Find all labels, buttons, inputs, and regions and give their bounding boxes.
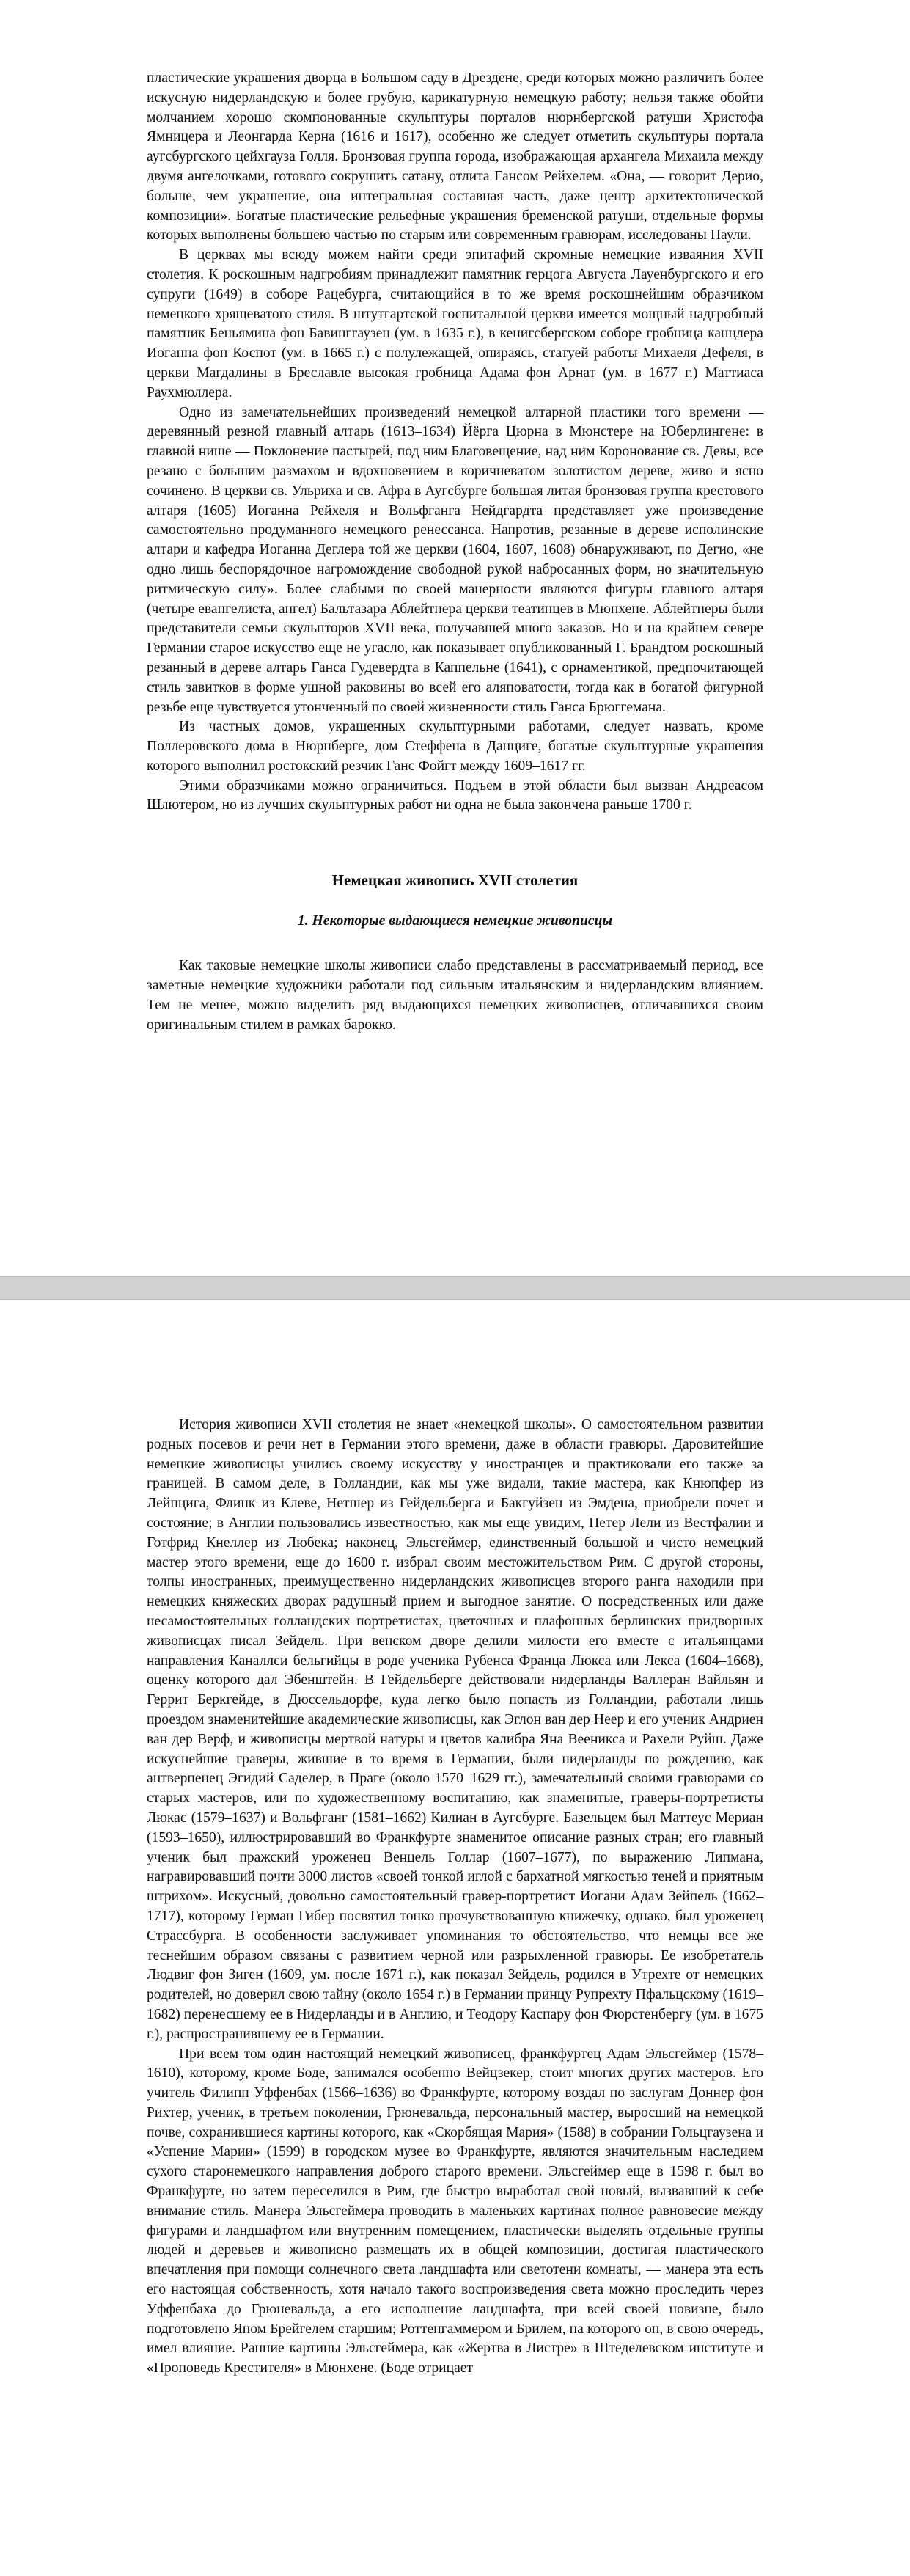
body-paragraph: пластические украшения дворца в Большом саду в Дрездене, среди которых можно различить более искусную нидерландскую и более грубую, карикатурную немецкую работу; нельзя также обойти молчанием хорошо скомпонованные скульптуры порталов нюрнбергской ратуши Христофа Ямницера и Леонгарда Керна (1616 и 1617), особенно же следует отметить скульптуры портала аугсбургского цейхгауза Голля. Бронзовая группа города, изображающая архангела Михаила между двумя ангелочками, готового сокрушить сатану, отлита Гансом Рейхелем. «Она, — говорит Дерио, больше, чем украшение, она интегральная составная часть, даже центр архитектонической композиции». Богатые пластические рельефные украшения бременской ратуши, отдельные формы которых выполнены большею частью по старым или современным гравюрам, исследованы Паули. [147, 70, 763, 244]
body-paragraph: Этими образчиками можно ограничиться. Подъем в этой области был вызван Андреасом Шлютером, но из лучших скульптурных работ ни одна не была закончена раньше 1700 г. [147, 777, 763, 813]
document-page-1 [0, 0, 910, 1276]
body-paragraph: В церквах мы всюду можем найти среди эпитафий скромные немецкие изваяния XVII столетия. К роскошным надгробиям принадлежит памятник герцога Августа Лауенбургского и его супруги (1649) в соборе Рацебурга, считающийся в то же время роскошнейшим образчиком немецкого хрящеватого стиля. В штутгартской госпитальной церкви имеется мощный надгробный памятник Беньямина фон Бавинггаузен (ум. в 1635 г.), в кенигсбергском соборе гробница канцлера Иоганна фон Коспот (ум. в 1665 г.) с полулежащей, опираясь, статуей работы Михаеля Дефеля, в церкви Магдалины в Бреславле высокая гробница Адама фон Арнат (ум. в 1677 г.) Маттиаса Раухмюллера. [147, 247, 763, 400]
body-paragraph: Одно из замечательнейших произведений немецкой алтарной пластики того времени — деревянный резной главный алтарь (1613–1634) Йёрга Цюрна в Мюнстере на Юберлингене: в главной нише — Поклонение пастырей, под ним Благовещение, над ним Коронование св. Девы, все резано с большим размахом и вдохновением в коричневатом золотистом дереве, живо и ясно сочинено. В церкви св. Ульриха и св. Афра в Аугсбурге большая литая бронзовая группа крестового алтаря (1605) Иоганна Рейхеля и Вольфганга Нейдгардта представляет уже произведение самостоятельно продуманного немецкого ренессанса. Напротив, резанные в дереве исполинские алтари и кафедра Иоганна Деглера той же церкви (1604, 1607, 1608) обнаруживают, по Дегио, «не одно лишь беспорядочное нагромождение свободной рукой набросанных форм, но значительную ритмическую силу». Более слабыми по своей манерности являются фигуры главного алтаря (четыре евангелиста, ангел) Бальтазара Аблейтнера церкви театинцев в Мюнхене. Аблейтнеры были представители семьи скульпторов XVII века, получавшей много заказов. Но и на крайнем севере Германии старое искусство еще не угасло, как показывает опубликованный Г. Брандтом роскошный резанный в дереве алтарь Ганса Гудевердта в Каппельне (1641), с орнаментикой, предпочитающей стиль завитков в форме ушной раковины во всей его аляповатости, тогда как в богатой фигурной резьбе еще чувствуется утонченный по своей жизненности стиль Ганса Брюггемана. [147, 404, 763, 715]
intro-paragraph: Как таковые немецкие школы живописи слабо представлены в рассматриваемый период, все заметные немецкие художники работали под сильным итальянским и нидерландским влиянием. Тем не менее, можно выделить ряд выдающихся немецких живописцев, отличавшихся своим оригинальным стилем в рамках барокко. [147, 958, 763, 1033]
section-title: Немецкая живопись XVII столетия [331, 871, 579, 890]
subsection-title: 1. Некоторые выдающиеся немецкие живописцы [297, 913, 613, 929]
body-paragraph: При всем том один настоящий немецкий живописец, франкфуртец Адам Эльсгеймер (1578–1610), которому, кроме Боде, занимался особенно Вейцзекер, стоит многих других мастеров. Его учитель Филипп Уффенбах (1566–1636) во Франкфурте, которому воздал по заслугам Доннер фон Рихтер, ученик, в третьем поколении, Грюневальда, персональный мастер, выросший на немецкой почве, сохранившиеся картины которого, как «Скорбящая Мария» (1588) в собрании Гольцгаузена и «Успение Марии» (1599) в городском музее во Франкфурте, являются значительным наследием сухого старонемецкого направления доброго старого времени. Эльсгеймер еще в 1598 г. был во Франкфурте, но затем переселился в Рим, где быстро выработал свой новый, вызвавший к себе внимание стиль. Манера Эльсгеймера проводить в маленьких картинах полное равновесие между фигурами и ландшафтом или внутренним помещением, пластически выделять отдельные группы людей и деревьев и живописно размещать их в общей композиции, достигая пластического впечатления при помощи солнечного света ландшафта или светотени комнаты, — манера эта есть его настоящая собственность, хотя начало такого воспроизведения света можно проследить через Уффенбаха до Грюневальда, а его исполнение ландшафта, при всей своей новизне, было подготовлено Яном Брейгелем старшим; Роттенгаммером и Брилем, на которого он, в свою очередь, имел влияние. Ранние картины Эльсгеймера, как «Жертва в Листре» в Штеделевском институте и «Проповедь Крестителя» в Мюнхене. (Боде отрицает [147, 2046, 763, 2376]
page-separator [0, 1276, 910, 1300]
document-page-2 [0, 1300, 910, 2576]
body-paragraph: Из частных домов, украшенных скульптурными работами, следует назвать, кроме Поллеровского дома в Нюрнберге, дом Стеффена в Данциге, богатые скульптурные украшения которого выполнил ростокский резчик Ганс Фойгт между 1609–1617 гг. [147, 719, 763, 774]
body-paragraph: История живописи XVII столетия не знает «немецкой школы». О самостоятельном развитии родных посевов и речи нет в Германии этого времени, даже в области гравюры. Даровитейшие немецкие живописцы учились своему искусству у иностранцев и практиковали его также за границей. В самом деле, в Голландии, как мы уже видали, такие мастера, как Кнюпфер из Лейпцига, Флинк из Клеве, Нетшер из Гейдельберга и Бакгуйзен из Эмдена, приобрели почет и состояние; в Англии пользовались известностью, как мы еще увидим, Петер Лели из Вестфалии и Готфрид Кнеллер из Любека; наконец, Эльсгеймер, единственный большой и чисто немецкий мастер этого времени, еще до 1600 г. избрал своим местожительством Рим. С другой стороны, толпы иностранных, преимущественно нидерландских живописцев второго ранга находили при немецких княжеских дворах радушный прием и выгодное занятие. О посредственных или даже несамостоятельных голландских портретистах, цветочных и плафонных берлинских придворных живописцах писал Зейдель. При венском дворе делили милости его вместе с итальянцами направления Каналлси бельгийцы в роде ученика Рубенса Франца Люкса или Лекса (1604–1668), оценку которого дал Эбенштейн. В Гейдельберге действовали нидерланды Валлеран Вайльян и Геррит Беркгейде, в Дюссельдорфе, куда легко было попасть из Голландии, работали лишь проездом знаменитейшие академические живописцы, как Эглон ван дер Неер и его ученик Андриен ван дер Верф, и живописцы мертвой натуры и цветов калибра Яна Вееникса и Рахели Руйш. Даже искуснейшие граверы, жившие в то время в Германии, были нидерланды по рождению, как антверпенец Эгидий Саделер, в Праге (около 1570–1629 гг.), замечательный своими гравюрами со старых мастеров, или по художественному воспитанию, как знаменитые, граверы-портретисты Люкас (1579–1637) и Вольфганг (1581–1662) Килиан в Аугсбурге. Базельцем был Маттеус Мериан (1593–1650), иллюстрировавший во Франкфурте знаменитое описание разных стран; его главный ученик был пражский уроженец Венцель Голлар (1607–1677), по выражению Липмана, награвировавший почти 3000 листов «своей тонкой иглой с бархатной мягкостью теней и приятным штрихом». Искусный, довольно самостоятельный гравер-портретист Иогани Адам Зейпель (1662–1717), которому Герман Гибер посвятил тонко прочувствованную книжечку, однако, был уроженец Страссбурга. В особенности заслуживает упоминания то обстоятельство, что немцы все же теснейшим образом связаны с развитием черной или разрыхленной гравюры. Ее изобретатель Людвиг фон Зиген (1609, ум. после 1671 г.), как показал Зейдель, родился в Утрехте от немецких родителей, но доверил свою тайну (около 1654 г.) в Германии принцу Рупрехту Пфальцскому (1619–1682) перенесшему ее в Нидерланды и в Англию, и Теодору Каспару фон Фюрстенбергу (ум. в 1675 г.), распространившему ее в Германии. [147, 1417, 763, 2042]
